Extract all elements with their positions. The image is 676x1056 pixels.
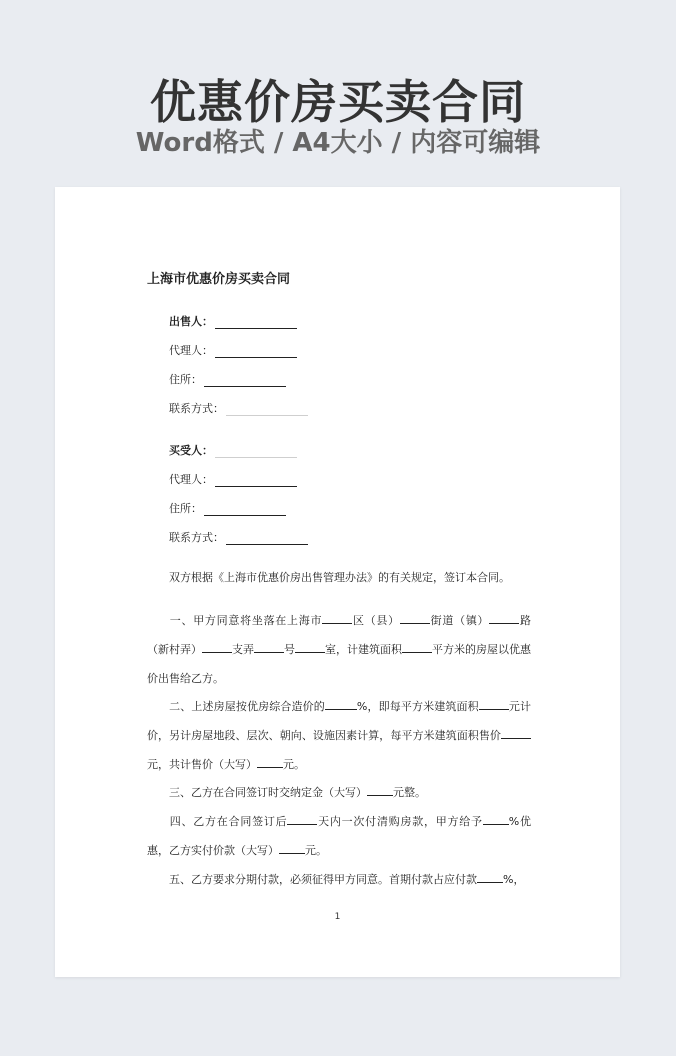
seller-address-label: 住所：: [169, 373, 202, 386]
clause-2-text-b: %，即每平方米建筑面积: [356, 700, 479, 713]
intro-paragraph: [147, 563, 531, 592]
page-number: 1: [334, 912, 341, 922]
clause-1-text-g: 室，计建筑面积: [325, 643, 402, 656]
clause-1-text-b: 区（县）: [352, 614, 400, 627]
document-page: [55, 187, 620, 977]
sale-price-blank: [501, 728, 531, 739]
clause-1-text-f: 号: [284, 643, 295, 656]
clause-3-text-b: 元整。: [393, 786, 426, 799]
unit-price-blank: [479, 699, 509, 710]
clause-4: [147, 807, 531, 865]
seller-contact-blank: [226, 404, 308, 416]
buyer-contact-field: [169, 529, 308, 545]
room-blank: [295, 642, 325, 653]
district-blank: [322, 613, 352, 624]
discount-blank: [483, 814, 509, 825]
seller-agent-field: [169, 342, 297, 358]
intro-text: 双方根据《上海市优惠价房出售管理办法》的有关规定，签订本合同。: [169, 571, 510, 584]
deposit-blank: [367, 785, 393, 796]
buyer-address-field: [169, 500, 286, 516]
clause-1-text-a: 一、甲方同意将坐落在上海市: [169, 614, 323, 627]
buyer-blank: [215, 446, 297, 458]
clause-5-text-a: 五、乙方要求分期付款，必须征得甲方同意。首期付款占应付款: [169, 873, 477, 886]
first-payment-blank: [477, 872, 503, 883]
clause-2-text-d: 元，共计售价（大写）: [147, 758, 257, 771]
buyer-contact-blank: [226, 533, 308, 545]
number-blank: [254, 642, 284, 653]
clause-1-text-d: 路（新村弄）: [147, 614, 532, 656]
actual-price-blank: [279, 843, 305, 854]
area-blank: [402, 642, 432, 653]
clause-1-text-c: 街道（镇）: [429, 614, 490, 627]
document-title: 上海市优惠价房买卖合同: [147, 272, 291, 287]
clause-1: [147, 606, 531, 693]
clause-4-text-d: 元。: [305, 844, 327, 857]
buyer-address-label: 住所：: [169, 502, 202, 515]
total-price-blank: [257, 757, 283, 768]
clause-3-text-a: 三、乙方在合同签订时交纳定金（大写）: [169, 786, 367, 799]
seller-field: [169, 313, 297, 329]
clause-4-text-b: 天内一次付清购房款，甲方给予: [317, 815, 483, 828]
clause-2-text-e: 元。: [283, 758, 305, 771]
buyer-label: 买受人：: [169, 444, 213, 457]
percent-blank: [325, 699, 357, 710]
buyer-agent-label: 代理人：: [169, 473, 213, 486]
seller-blank: [215, 317, 297, 329]
banner-title: 优惠价房买卖合同: [150, 75, 526, 129]
buyer-agent-field: [169, 471, 297, 487]
seller-agent-label: 代理人：: [169, 344, 213, 357]
buyer-field: [169, 442, 297, 458]
seller-address-blank: [204, 375, 286, 387]
days-blank: [287, 814, 317, 825]
clause-4-text-a: 四、乙方在合同签订后: [169, 815, 288, 828]
seller-contact-field: [169, 400, 308, 416]
clause-3: [147, 778, 531, 807]
seller-label: 出售人：: [169, 315, 213, 328]
clause-1-text-h: 平方米的房屋以优惠价出售给乙方。: [147, 643, 531, 685]
buyer-address-blank: [204, 504, 286, 516]
banner-subtitle: Word格式 / A4大小 / 内容可编辑: [135, 128, 541, 158]
seller-contact-label: 联系方式：: [169, 402, 224, 415]
clause-2: [147, 692, 531, 779]
clause-2-text-c: 元计价，另计房屋地段、层次、朝向、设施因素计算，每平方米建筑面积售价: [147, 700, 532, 742]
buyer-agent-blank: [215, 475, 297, 487]
clause-5-text-b: %，: [503, 873, 525, 886]
clause-1-text-e: 支弄: [232, 643, 254, 656]
buyer-contact-label: 联系方式：: [169, 531, 224, 544]
seller-agent-blank: [215, 346, 297, 358]
street-blank: [400, 613, 430, 624]
seller-address-field: [169, 371, 286, 387]
lane-blank: [202, 642, 232, 653]
clause-4-text-c: %优惠，乙方实付价款（大写）: [147, 815, 532, 857]
road-blank: [489, 613, 519, 624]
clause-2-text-a: 二、上述房屋按优房综合造价的: [169, 700, 325, 713]
clause-5: [147, 865, 531, 894]
